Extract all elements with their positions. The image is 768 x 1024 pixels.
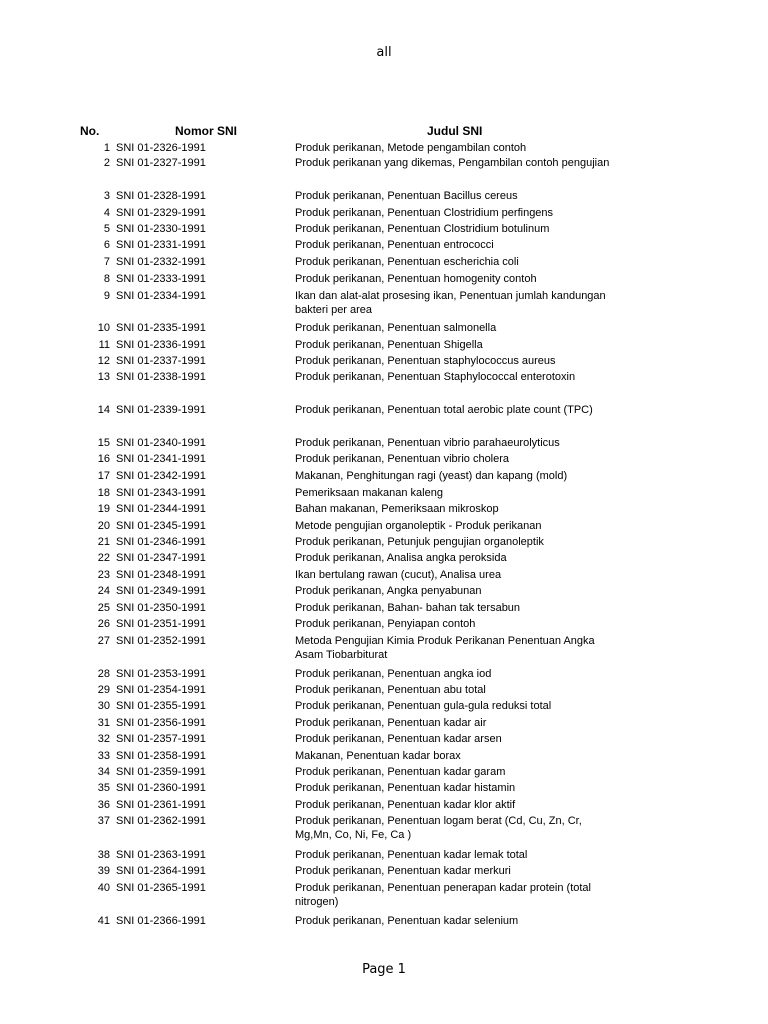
row-number: 28 (97, 668, 110, 680)
row-judul-sni: Produk perikanan, Penentuan Bacillus cereus (295, 190, 518, 202)
row-judul-sni: Produk perikanan, Penentuan Staphylococcal enterotoxin (295, 371, 576, 383)
row-judul-sni: Metode pengujian organoleptik - Produk perikanan (295, 520, 542, 532)
row-number: 8 (103, 273, 110, 285)
row-nomor-sni: SNI 01-2337-1991 (116, 355, 206, 367)
row-number: 10 (97, 322, 110, 334)
page-footer: Page 1 (362, 962, 406, 977)
row-judul-sni: Metoda Pengujian Kimia Produk Perikanan Penentuan Angka Asam Tiobarbiturat (295, 635, 595, 661)
row-number: 25 (97, 602, 110, 614)
row-number: 36 (97, 799, 110, 811)
row-nomor-sni: SNI 01-2356-1991 (116, 717, 206, 729)
row-number: 35 (97, 782, 110, 794)
row-number: 15 (97, 437, 110, 449)
column-header-nomor-sni: Nomor SNI (175, 124, 238, 138)
row-number: 27 (97, 635, 110, 647)
row-number: 18 (97, 487, 110, 499)
row-nomor-sni: SNI 01-2348-1991 (116, 569, 206, 581)
column-header-no: No. (80, 124, 100, 138)
row-judul-sni: Produk perikanan, Penentuan angka iod (295, 668, 492, 680)
row-number: 3 (103, 190, 110, 202)
column-header-judul-sni: Judul SNI (427, 124, 483, 138)
row-judul-sni: Produk perikanan, Penentuan kadar air (295, 717, 487, 729)
row-judul-sni: Produk perikanan, Penentuan kadar selenium (295, 915, 519, 927)
row-number: 17 (97, 470, 110, 482)
row-number: 39 (97, 865, 110, 877)
row-judul-sni: Produk perikanan yang dikemas, Pengambilan contoh pengujian (295, 157, 610, 169)
row-judul-sni: Produk perikanan, Penentuan Shigella (295, 339, 483, 351)
row-nomor-sni: SNI 01-2347-1991 (116, 552, 206, 564)
row-number: 41 (97, 915, 110, 927)
row-nomor-sni: SNI 01-2346-1991 (116, 536, 206, 548)
row-number: 14 (97, 404, 110, 416)
row-nomor-sni: SNI 01-2361-1991 (116, 799, 206, 811)
row-judul-sni: Produk perikanan, Penentuan abu total (295, 684, 486, 696)
row-judul-sni: Produk perikanan, Penentuan vibrio parahaeurolyticus (295, 437, 560, 449)
row-nomor-sni: SNI 01-2328-1991 (116, 190, 206, 202)
row-nomor-sni: SNI 01-2339-1991 (116, 404, 206, 416)
row-number: 7 (103, 256, 110, 268)
row-judul-sni: Produk perikanan, Penentuan penerapan kadar protein (total nitrogen) (295, 882, 591, 908)
row-number: 4 (103, 207, 110, 219)
row-judul-sni: Produk perikanan, Metode pengambilan contoh (295, 142, 527, 154)
row-nomor-sni: SNI 01-2340-1991 (116, 437, 206, 449)
row-judul-sni: Produk perikanan, Penentuan kadar arsen (295, 733, 502, 745)
row-judul-sni: Bahan makanan, Pemeriksaan mikroskop (295, 503, 499, 515)
row-number: 23 (97, 569, 110, 581)
row-judul-sni: Produk perikanan, Penentuan total aerobic plate count (TPC) (295, 404, 593, 416)
row-number: 20 (97, 520, 110, 532)
row-nomor-sni: SNI 01-2350-1991 (116, 602, 206, 614)
row-nomor-sni: SNI 01-2363-1991 (116, 849, 206, 861)
row-number: 16 (97, 453, 110, 465)
row-judul-sni: Produk perikanan, Penentuan entrococci (295, 239, 494, 251)
row-number: 24 (97, 585, 110, 597)
row-number: 29 (97, 684, 110, 696)
row-number: 19 (97, 503, 110, 515)
row-nomor-sni: SNI 01-2332-1991 (116, 256, 206, 268)
row-judul-sni: Produk perikanan, Penentuan salmonella (295, 322, 497, 334)
row-nomor-sni: SNI 01-2338-1991 (116, 371, 206, 383)
row-judul-sni: Produk perikanan, Penyiapan contoh (295, 618, 476, 630)
row-number: 21 (97, 536, 110, 548)
row-number: 12 (97, 355, 110, 367)
row-judul-sni: Produk perikanan, Penentuan kadar klor aktif (295, 799, 516, 811)
row-nomor-sni: SNI 01-2327-1991 (116, 157, 206, 169)
row-judul-sni: Ikan bertulang rawan (cucut), Analisa urea (295, 569, 502, 581)
row-nomor-sni: SNI 01-2360-1991 (116, 782, 206, 794)
row-judul-sni: Produk perikanan, Angka penyabunan (295, 585, 482, 597)
row-nomor-sni: SNI 01-2352-1991 (116, 635, 206, 647)
row-judul-sni: Produk perikanan, Penentuan kadar merkuri (295, 865, 511, 877)
row-nomor-sni: SNI 01-2355-1991 (116, 700, 206, 712)
row-number: 5 (103, 223, 110, 235)
row-judul-sni: Produk perikanan, Penentuan escherichia coli (295, 256, 519, 268)
row-number: 38 (97, 849, 110, 861)
row-nomor-sni: SNI 01-2365-1991 (116, 882, 206, 894)
row-judul-sni: Pemeriksaan makanan kaleng (295, 487, 443, 499)
row-nomor-sni: SNI 01-2357-1991 (116, 733, 206, 745)
row-judul-sni: Produk perikanan, Penentuan kadar garam (295, 766, 506, 778)
row-number: 34 (97, 766, 110, 778)
row-number: 2 (103, 157, 110, 169)
row-number: 1 (103, 142, 110, 154)
row-judul-sni: Produk perikanan, Penentuan kadar lemak total (295, 849, 528, 861)
page-header-title: all (376, 45, 392, 60)
row-nomor-sni: SNI 01-2341-1991 (116, 453, 206, 465)
row-judul-sni: Produk perikanan, Penentuan homogenity contoh (295, 273, 537, 285)
row-nomor-sni: SNI 01-2344-1991 (116, 503, 206, 515)
row-nomor-sni: SNI 01-2330-1991 (116, 223, 206, 235)
row-nomor-sni: SNI 01-2353-1991 (116, 668, 206, 680)
row-nomor-sni: SNI 01-2366-1991 (116, 915, 206, 927)
row-judul-sni: Produk perikanan, Penentuan vibrio cholera (295, 453, 510, 465)
row-number: 26 (97, 618, 110, 630)
row-number: 33 (97, 750, 110, 762)
row-nomor-sni: SNI 01-2331-1991 (116, 239, 206, 251)
row-nomor-sni: SNI 01-2334-1991 (116, 290, 206, 302)
row-nomor-sni: SNI 01-2349-1991 (116, 585, 206, 597)
row-nomor-sni: SNI 01-2333-1991 (116, 273, 206, 285)
row-nomor-sni: SNI 01-2326-1991 (116, 142, 206, 154)
row-judul-sni: Produk perikanan, Bahan- bahan tak tersabun (295, 602, 521, 614)
row-number: 37 (97, 815, 110, 827)
row-nomor-sni: SNI 01-2364-1991 (116, 865, 206, 877)
row-nomor-sni: SNI 01-2351-1991 (116, 618, 206, 630)
row-judul-sni: Ikan dan alat-alat prosesing ikan, Penentuan jumlah kandungan bakteri per area (295, 290, 606, 316)
row-number: 9 (103, 290, 110, 302)
row-judul-sni: Produk perikanan, Analisa angka peroksida (295, 552, 507, 564)
row-nomor-sni: SNI 01-2329-1991 (116, 207, 206, 219)
row-number: 30 (97, 700, 110, 712)
row-number: 6 (103, 239, 110, 251)
row-judul-sni: Produk perikanan, Penentuan Clostridium perfingens (295, 207, 554, 219)
row-nomor-sni: SNI 01-2336-1991 (116, 339, 206, 351)
row-number: 22 (97, 552, 110, 564)
row-nomor-sni: SNI 01-2343-1991 (116, 487, 206, 499)
row-nomor-sni: SNI 01-2354-1991 (116, 684, 206, 696)
row-number: 31 (97, 717, 110, 729)
row-number: 40 (97, 882, 110, 894)
row-judul-sni: Produk perikanan, Penentuan gula-gula reduksi total (295, 700, 552, 712)
row-judul-sni: Produk perikanan, Penentuan staphylococcus aureus (295, 355, 556, 367)
row-judul-sni: Produk perikanan, Penentuan kadar histamin (295, 782, 516, 794)
row-judul-sni: Produk perikanan, Penentuan logam berat (Cd, Cu, Zn, Cr, Mg,Mn, Co, Ni, Fe, Ca ) (295, 815, 582, 841)
row-judul-sni: Produk perikanan, Petunjuk pengujian organoleptik (295, 536, 544, 548)
row-nomor-sni: SNI 01-2359-1991 (116, 766, 206, 778)
row-nomor-sni: SNI 01-2342-1991 (116, 470, 206, 482)
row-nomor-sni: SNI 01-2345-1991 (116, 520, 206, 532)
row-nomor-sni: SNI 01-2362-1991 (116, 815, 206, 827)
row-judul-sni: Produk perikanan, Penentuan Clostridium botulinum (295, 223, 550, 235)
row-judul-sni: Makanan, Penghitungan ragi (yeast) dan kapang (mold) (295, 470, 568, 482)
row-nomor-sni: SNI 01-2335-1991 (116, 322, 206, 334)
row-nomor-sni: SNI 01-2358-1991 (116, 750, 206, 762)
row-number: 13 (97, 371, 110, 383)
row-number: 11 (98, 339, 110, 351)
row-number: 32 (97, 733, 110, 745)
row-judul-sni: Makanan, Penentuan kadar borax (295, 750, 461, 762)
